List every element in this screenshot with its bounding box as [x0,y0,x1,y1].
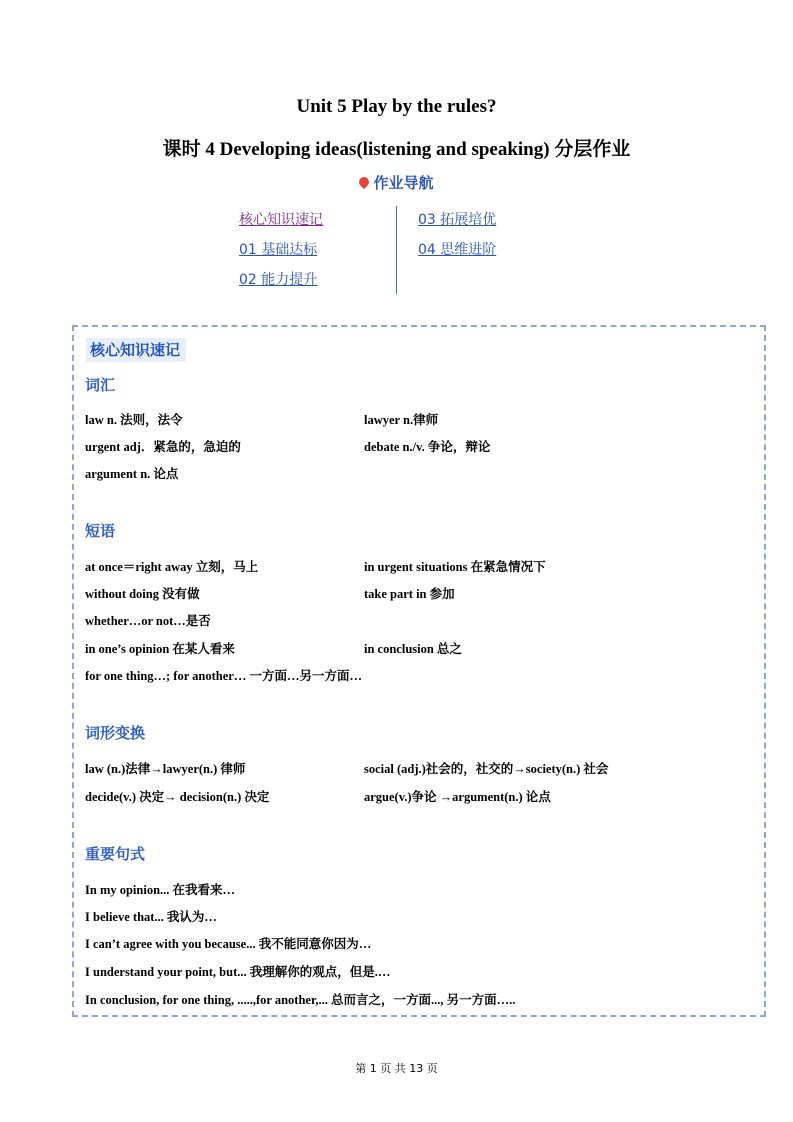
wordform-item: law (n.)法律→lawyer(n.) 律师 [85,762,246,776]
toc-link-03[interactable]: 03 拓展培优 [418,212,497,228]
sentence-item: I understand your point, but... 我理解你的观点，但是.… [85,965,391,979]
box-label: 核心知识速记 [86,338,186,362]
toc-left-column [239,210,323,300]
sentence-item: In my opinion... 在我看来… [85,883,236,897]
sentence-item: In conclusion, for one thing, .....,for another,... 总而言之，一方面..., 另一方面….. [85,993,516,1007]
phrase-item: whether…or not…是否 [85,614,211,628]
page-subtitle: 课时 4 Developing ideas(listening and speaking) 分层作业 [162,139,631,160]
toc-link-01[interactable]: 01 基础达标 [239,242,318,258]
phrase-item: without doing 没有做 [85,587,200,601]
wordform-item: argue(v.)争论 →argument(n.) 论点 [364,790,551,804]
phrase-item: in one’s opinion 在某人看来 [85,642,235,656]
vocab-item: debate n./v. 争论，辩论 [364,440,491,454]
section-sentences-heading: 重要句式 [85,845,146,863]
phrase-item: at once＝right away 立刻，马上 [85,560,259,574]
section-wordforms-heading: 词形变换 [85,724,146,742]
section-phrases-heading: 短语 [85,522,116,540]
phrase-item: in urgent situations 在紧急情况下 [364,560,546,574]
vocab-item: urgent adj．紧急的，急迫的 [85,440,241,454]
section-vocab-heading: 词汇 [85,376,116,394]
vocab-item: law n. 法则，法令 [85,413,183,427]
nav-heading: 作业导航 [0,172,793,193]
toc-link-02[interactable]: 02 能力提升 [239,272,318,288]
phrase-item: take part in 参加 [364,587,455,601]
location-pin-icon [357,175,371,189]
phrase-item: in conclusion 总之 [364,642,462,656]
phrase-item: for one thing…; for another… 一方面…另一方面… [85,669,362,683]
page-footer: 第 1 页 共 13 页 [355,1062,438,1075]
wordform-item: decide(v.) 决定→ decision(n.) 决定 [85,790,270,804]
vocab-item: argument n. 论点 [85,467,179,481]
sentence-item: I believe that... 我认为… [85,910,217,924]
page-title: Unit 5 Play by the rules? [296,96,497,117]
toc-link-core-knowledge[interactable]: 核心知识速记 [239,212,323,228]
vocab-item: lawyer n.律师 [364,413,439,427]
toc-right-column [418,210,496,270]
toc-divider [396,206,397,294]
toc-link-04[interactable]: 04 思维进阶 [418,242,497,258]
wordform-item: social (adj.)社会的，社交的→society(n.) 社会 [364,762,609,776]
sentence-item: I can’t agree with you because... 我不能同意你因为… [85,937,372,951]
